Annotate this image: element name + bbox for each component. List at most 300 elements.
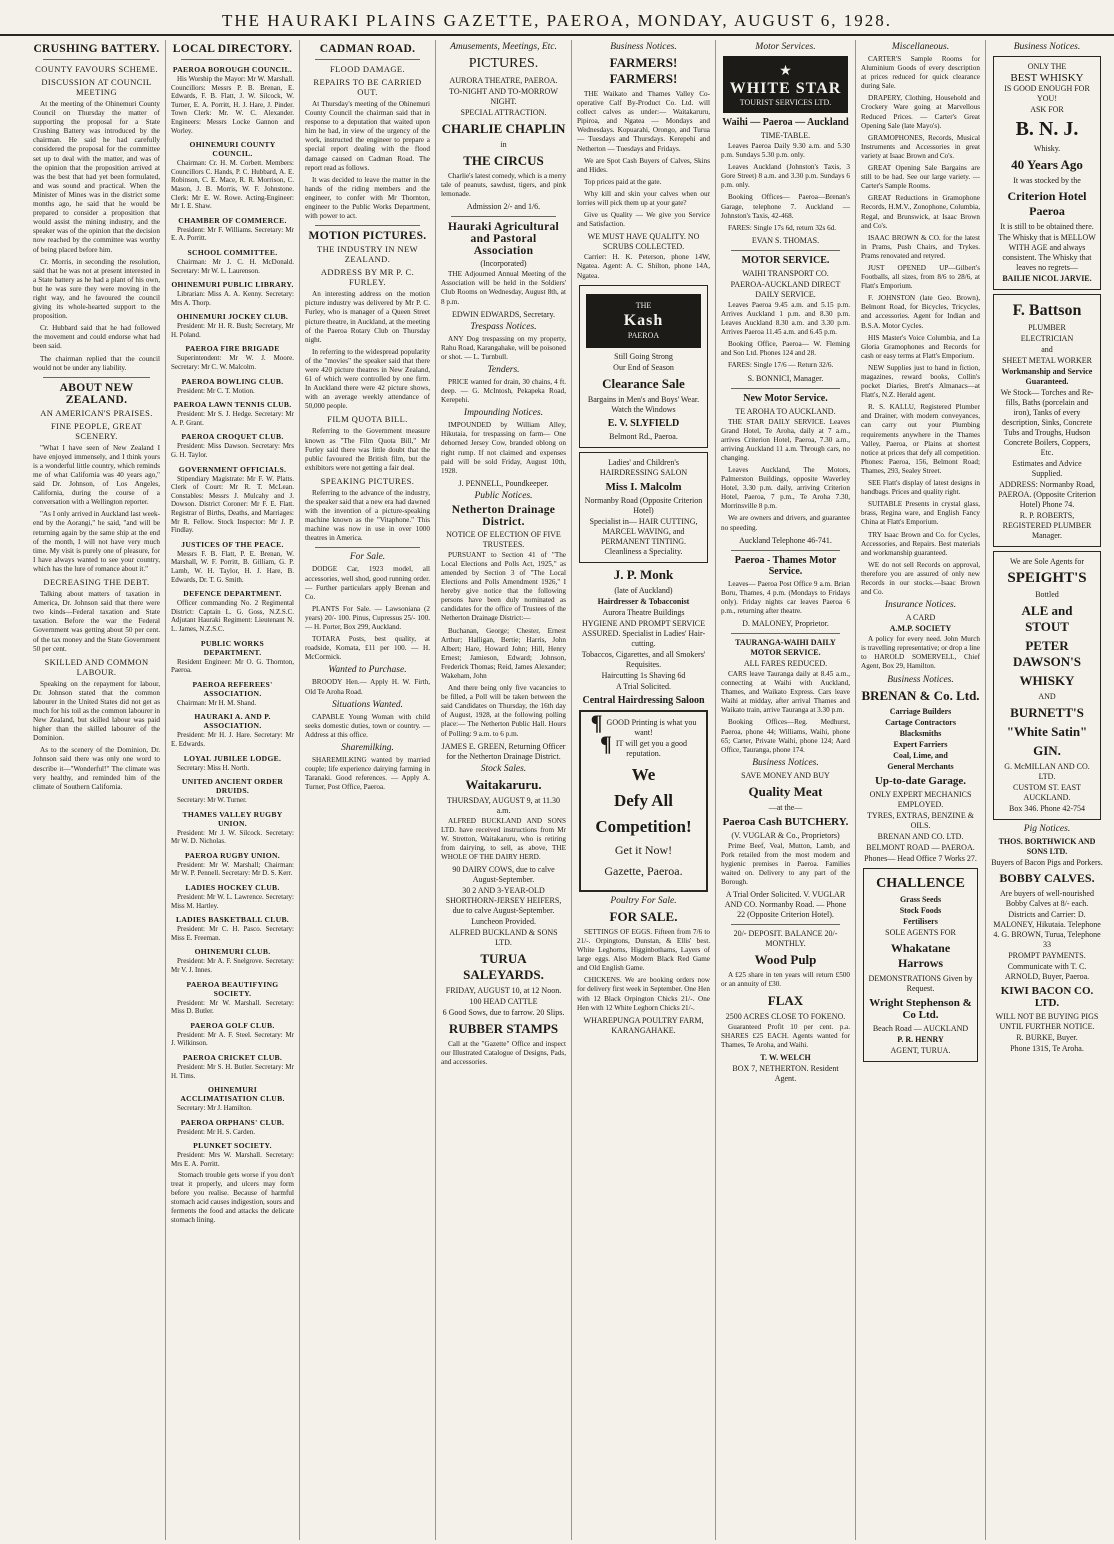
ad-line: Cartage Contractors xyxy=(885,717,956,727)
divider xyxy=(731,633,840,634)
ad-text: GOOD Printing is what you want! xyxy=(606,717,697,737)
column-7 xyxy=(856,40,986,1540)
directory-text: His Worship the Mayor: Mr W. Marshall. Councillors: Messrs P. B. Brenan, E. Edwards, F. B. Flatt, J. W. Silcock, W. Turner, E. A. Porritt, H. J. Hare, J. Pinder. Town Clerk: Mr. W. C. Alexander. Engineers: Messrs Locke Gannon and Worley. xyxy=(171,75,294,135)
ad-line: Get it Now! xyxy=(614,842,673,857)
ad-line: A CARD xyxy=(905,613,936,623)
directory-text: President: Mr W. Marshall; Chairman: Mr W. P. Pennell. Secretary: Mr D. S. Kerr. xyxy=(171,860,294,878)
article-paragraph: Referring to the Government measure known as "The Film Quota Bill," Mr Furley said there was little doubt that the public favoured the British film, but the exhibitors were not getting a fair deal. xyxy=(305,427,430,472)
directory-heading: JUSTICES OF THE PEACE. xyxy=(181,539,284,549)
directory-heading: OHINEMURI CLUB. xyxy=(194,947,271,957)
article-paragraph: Cr. Morris, in seconding the resolution, said that he was not at present interested in a State battery as he had a plant of his own, but he was sure they were moving in the right way, and he favoured the council giving its whole-hearted support to the proposition. xyxy=(33,257,160,321)
ad-line: ADDRESS: Normanby Road, PAEROA. (Opposite Criterion Hotel) Phone 74. xyxy=(998,480,1096,509)
logo-subtext: TOURIST SERVICES LTD. xyxy=(739,98,832,107)
directory-text: President: Mr S. J. Hedge. Secretary: Mr A. P. Grant. xyxy=(171,410,294,427)
ad-title: THE CIRCUS xyxy=(463,153,544,168)
classified-ad: SHAREMILKING wanted by married couple; life experience dairying farming in Taranaki. Good references. — Apply A. Turner, Post Office, Paeroa. xyxy=(305,755,430,792)
ad-line: Communicate with T. C. ARNOLD, Buyer, Paeroa. xyxy=(1004,962,1090,981)
classified-ad: SUITABLE Presents in crystal glass, brass, Regina ware, and English Fancy China at Flatt's Emporium. xyxy=(861,500,980,527)
logo-text: WHITE STAR xyxy=(729,80,842,97)
directory-heading: PAEROA BEAUTIFYING SOCIETY. xyxy=(186,979,279,998)
ad-line: Bottled xyxy=(1035,590,1059,599)
directory-text: Messrs F. B. Flatt, P. E. Brenan, W. Marshall, W. F. Porritt, B. Gilliam, G. P. Lamb, W. H. Taylor, H. J. Hare, B. Edwards, Dr. T. G. Smith. xyxy=(171,549,294,584)
directory-text: Secretary: Mr J. Hamilton. xyxy=(177,1104,252,1113)
ad-title: SPEIGHT'S xyxy=(1007,570,1087,586)
ad-text: Booking Offices—Reg. Medhurst, Paeroa, phone 44; Williams, Waihi, phone 65; Carter, Private Waihi, phone 124; Aard Office, Tauranga, phone 174. xyxy=(721,718,850,754)
article-paragraph: Referring to the advance of the industry, the speaker said that a new era had dawned with the invention of a picture-speaking machine known as the "Vitaphone." This machine was now in use in over 1000 theatres in America. xyxy=(305,488,430,543)
ad-line: 30 2 AND 3-YEAR-OLD SHORTHORN-JERSEY HEIFERS, due to calve August-September. xyxy=(445,886,562,916)
directory-heading: PAEROA LAWN TENNIS CLUB. xyxy=(173,400,292,410)
ad-line: SHEET METAL WORKER xyxy=(1002,356,1092,365)
classified-ad: WE do not sell Records on approval, therefore you are assured of only new Records in our stocks.—Isaac Brown and Co. xyxy=(861,560,980,597)
ad-line: Phones— Head Office 7 Works 27. xyxy=(864,853,977,863)
ad-title: J. P. Monk xyxy=(613,566,674,582)
ad-title: Waitakaruru. xyxy=(465,776,542,792)
ad-title: Paeroa Cash BUTCHERY. xyxy=(722,815,849,828)
article-paragraph: Stomach trouble gets worse if you don't treat it properly, and ulcers may form before you realise. Because of harmful stomach acid causes indigestion, sours and ferments the food and attacks the delicate stomach lining. xyxy=(171,1170,294,1225)
ad-title: FARMERS! FARMERS! xyxy=(609,55,678,86)
divider xyxy=(315,547,420,548)
ad-line: HYGIENE AND PROMPT SERVICE ASSURED. Specialist in Ladies' Hair-cutting. xyxy=(581,618,706,648)
directory-heading: OHINEMURI PUBLIC LIBRARY. xyxy=(171,280,294,290)
directory-heading: LADIES HOCKEY CLUB. xyxy=(185,883,280,893)
classified-ad: R. S. KALLU, Registered Plumber and Drainer, with modern conveyances, can carry out your Plumbing requirements anywhere in the Thames Valley, Paeroa, or Plains at shortest notice at prices that defy all competition. Phones: Paeroa, 156, Belmont Road; Thames, 293, Sealey Street. xyxy=(861,403,980,475)
directory-text: Chairman: Cr. H. M. Corbett. Members: Councillors C. Hands, P. C. Hubbard, A. E. Robinson, C. E. Mace, R. R. Morrison, C. Mason, J. B. Morris, W. F. Johnstone. Clerk: Mr E. W. Rowe. Acting-Engineer: Mr I. E. Shaw. xyxy=(171,159,294,211)
ad-line: Luncheon Provided. xyxy=(471,917,536,927)
ad-line: WILL NOT BE BUYING PIGS UNTIL FURTHER NOTICE. xyxy=(995,1012,1099,1031)
star-icon: ★ xyxy=(779,64,792,79)
directory-text: President: Mr C. H. Pasco. Secretary: Miss E. Freeman. xyxy=(171,925,294,942)
section-label: Trespass Notices. xyxy=(470,321,537,332)
ad-title: PETER DAWSON'S xyxy=(1013,638,1081,669)
ad-title: Clearance Sale xyxy=(602,375,685,391)
ad-title: TURUA SALEYARDS. xyxy=(463,951,544,983)
ad-line: BELMONT ROAD — PAEROA. xyxy=(866,842,975,852)
ad-title: We xyxy=(631,764,656,784)
classified-ad: TRY Isaac Brown and Co. for Cycles, Accessories, and Repairs. Best materials and workmanship guaranteed. xyxy=(861,530,980,557)
ad-line: PROMPT PAYMENTS. xyxy=(1008,951,1086,960)
article-paragraph: "What I have seen of New Zealand I have enjoyed immensely, and I think yours is a wonderful little country, which reminds me of what California was 40 years ago," said Dr. Johnson, of Los Angeles, California, during the course of a conversation with a Wellington reporter. xyxy=(33,443,160,507)
ad-text: Leaves Auckland, The Motors, Palmerston Buildings, opposite Waverley Hotel, 3.30 p.m. daily, arriving Criterion Hotel, Paeroa, 7 p.m., Te Aroha 7.30, Morrinsville 8 p.m. xyxy=(721,465,850,511)
directory-text: President: Mr H. R. Bush; Secretary, Mr H. Poland. xyxy=(171,322,294,339)
directory-heading: THAMES VALLEY RUGBY UNION. xyxy=(182,809,283,828)
classified-ad: HIS Master's Voice Columbia, and La Gloria Gramophones and Records for cash or easy terms at Flatt's Emporium. xyxy=(861,333,980,360)
ad-line xyxy=(586,730,701,759)
ad-title: Miss I. Malcolm xyxy=(605,480,682,493)
article-paragraph: The chairman replied that the council would not be under any liability. xyxy=(33,354,160,372)
gazette-printing-ad xyxy=(579,710,708,892)
directory-heading: PLUNKET SOCIETY. xyxy=(193,1141,272,1151)
ad-title: Central Hairdressing Saloon xyxy=(582,694,705,706)
article-paragraph: An interesting address on the motion picture industry was delivered by Mr P. C. Furley, who is manager of a Queen Street picture theatre, in Auckland, at the meeting of the Paeroa Rotary Club on Thursday night. xyxy=(305,290,430,344)
ad-title: Waihi — Paeroa — Auckland xyxy=(722,117,849,128)
ad-heading: Netherton Drainage District. xyxy=(451,503,556,528)
headline-motion-pictures: MOTION PICTURES. xyxy=(308,230,427,243)
ad-line: 100 HEAD CATTLE xyxy=(469,997,538,1007)
divider xyxy=(315,225,420,226)
ad-line: TAURANGA-WAIHI DAILY MOTOR SERVICE. xyxy=(735,638,836,657)
column-8 xyxy=(986,40,1108,1540)
ad-line: 6 Good Sows, due to farrow. 20 Slips. xyxy=(442,1008,565,1018)
ad-line: R. BURKE, Buyer. xyxy=(1016,1033,1078,1042)
divider xyxy=(43,59,150,60)
ad-line: SPECIAL ATTRACTION. xyxy=(460,108,547,117)
directory-heading: GOVERNMENT OFFICIALS. xyxy=(178,464,287,474)
directory-text: Chairman: Mr J. C. H. McDonald. Secretary: Mr W. L. Laurenson. xyxy=(171,257,294,275)
directory-heading: HAURAKI A. AND P. ASSOCIATION. xyxy=(194,712,271,731)
ad-line: EVAN S. THOMAS. xyxy=(751,235,820,245)
divider xyxy=(315,59,420,60)
ad-line: Expert Farriers xyxy=(893,739,948,749)
directory-text: President: Mr W. Marshall. Secretary: Miss D. Butler. xyxy=(171,998,294,1016)
section-label: Wanted to Purchase. xyxy=(328,665,407,676)
ad-title: 40 Years Ago xyxy=(1011,157,1083,172)
ad-line: R. P. ROBERTS, REGISTERED PLUMBER Manager. xyxy=(1002,511,1092,540)
ad-line: WHAREPUNGA POULTRY FARM, KARANGAHAKE. xyxy=(583,1015,704,1035)
section-label: Motor Services. xyxy=(755,42,816,52)
ad-title: "White Satin" xyxy=(1006,724,1088,739)
ad-title: B. N. J. xyxy=(1015,118,1079,140)
ad-line: (late of Auckland) xyxy=(614,585,673,595)
directory-heading: PAEROA CROQUET CLUB. xyxy=(181,432,284,442)
directory-text: President: Mr W. L. Lawrence. Secretary: Miss M. Hartley. xyxy=(171,893,294,910)
article-paragraph: At Thursday's meeting of the Ohinemuri County Council the chairman said that in response to a deputation that waited upon him he had, in view of the urgency of the work, instructed the engineer to prepare a special report dealing with the flood damage caused on Cadman Road. The report read as follows. xyxy=(305,100,430,172)
directory-heading: LOYAL JUBILEE LODGE. xyxy=(183,753,282,763)
ad-line: Estimates and Advice Supplied. xyxy=(1012,459,1082,478)
directory-heading: UNITED ANCIENT ORDER DRUIDS. xyxy=(181,777,284,796)
ad-text: Guaranteed Profit 10 per cent. p.a. SHARES £25 EACH. Agents wanted for Thames, Te Aroha, and Waihi. xyxy=(721,1022,850,1049)
classified-ad: TOTARA Posts, best quality, at roadside, Komata, £11 per 100. — H. McCormick. xyxy=(305,635,430,662)
section-label: Public Notices. xyxy=(474,490,533,501)
ad-line: S. BONNICI, Manager. xyxy=(747,373,824,383)
notice-text: Buchanan, George; Chester, Ernest Arthur; Halligan, Bertie; Harris, John Albert; Hare, Howard John; Hill, Henry Ernest; Jamieson, Edward; Johnson, Frederick Thomas; Reid, James Alexander; Wakeham, John xyxy=(441,626,566,680)
ad-line: Buyers of Bacon Pigs and Porkers. xyxy=(991,858,1103,867)
subhead: AN AMERICAN'S PRAISES. xyxy=(40,407,153,418)
directory-heading: PAEROA RUGBY UNION. xyxy=(185,850,280,860)
ad-line: Stock Foods xyxy=(899,905,942,915)
ad-line: The Whisky that is MELLOW WITH AGE and always consistent. The Whisky that leaves no regrets— xyxy=(998,233,1096,272)
ad-title: Paeroa - Thames Motor Service. xyxy=(734,554,837,577)
ad-line: Grass Seeds xyxy=(899,894,942,904)
ad-line: PAEROA-AUCKLAND DIRECT DAILY SERVICE. xyxy=(730,279,841,299)
ad-line: A Trial Order Solicited. V. VUGLAR AND CO. Normanby Road. — Phone 22 (Opposite Criterion Hotel). xyxy=(724,890,847,920)
ad-title: FLAX xyxy=(767,992,804,1008)
masthead xyxy=(0,0,1114,36)
ad-line: THURSDAY, AUGUST 9, at 11.30 a.m. xyxy=(446,795,561,815)
ad-line: 20/- DEPOSIT. BALANCE 20/- MONTHLY. xyxy=(733,929,838,949)
ad-title: New Motor Service. xyxy=(743,392,828,404)
classified-ad: CARTER'S Sample Rooms for Aluminium Goods of every description at prices reduced for quick clearance during Sale. xyxy=(861,55,980,91)
ad-line: P. R. HENRY xyxy=(897,1034,944,1044)
ad-line: Normanby Road (Opposite Criterion Hotel) xyxy=(584,495,703,515)
section-label: Tenders. xyxy=(487,364,520,375)
directory-heading: OHINEMURI ACCLIMATISATION CLUB. xyxy=(180,1085,285,1104)
ad-line: WAIHI TRANSPORT CO. xyxy=(742,268,829,278)
ad-text: THE Waikato and Thames Valley Co-operative Calf By-Product Co. Ltd. will collect calves as under:— Waitakaruru, Pipiroa, and Ngatea — Mondays and Wednesdays. Kopuarahi, Orongo, and Turua — Tuesdays and Thursdays. Kerepehi and Netherton — Tuesdays and Fridays. xyxy=(577,90,710,153)
divider xyxy=(731,388,840,389)
article-paragraph: At the meeting of the Ohinemuri County Council on Thursday the matter of supporting the proposal for a State Crushing Battery was introduced by the chairman. He said he had carefully considered the proposal for the committee set up to deal with the matter, and was of the opinion that the proposition arrived at was the best that had yet been formulated, and was sound and practical. When the Minister of Mines was in the district some months ago, he said that he would be prepared to consider a proposition that would assist the mining industry, and the speaker was of the opinion that the decision now reached by the committee was worthy of being placed before him. xyxy=(33,100,160,254)
ad-line: ONLY EXPERT MECHANICS EMPLOYED. xyxy=(869,789,972,809)
ad-line: Box 346. Phone 42-754 xyxy=(1009,804,1085,813)
classified-ad: SEE Flatt's display of latest designs in handbags. Prices and quality right. xyxy=(861,479,980,497)
ad-title: BRENAN & Co. Ltd. xyxy=(861,687,980,703)
classified-ad: GREAT Opening Sale Bargains are still to be had. See our large variety. — Carter's Sample Rooms. xyxy=(861,164,980,191)
ad-title: RUBBER STAMPS xyxy=(448,1021,559,1037)
ad-line: Workmanship and Service Guaranteed. xyxy=(1001,367,1093,386)
headline-cadman-road: CADMAN ROAD. xyxy=(319,43,416,55)
directory-heading: LADIES BASKETBALL CLUB. xyxy=(175,915,290,925)
ad-line: and xyxy=(1041,345,1053,354)
ad-line: G. McMILLAN AND CO. LTD. xyxy=(1004,762,1090,781)
directory-text: President: Mr H. S. Carden. xyxy=(177,1127,255,1136)
directory-text: Secretary: Mr W. Turner. xyxy=(177,796,247,805)
section-label: Business Notices. xyxy=(887,674,954,685)
ad-line: Hairdresser & Tobacconist xyxy=(597,596,690,606)
ad-line: ASK FOR xyxy=(1030,105,1064,114)
column-6 xyxy=(716,40,856,1540)
ad-title: Whakatane Harrows xyxy=(890,940,951,970)
directory-text: Chairman: Mr H. M. Shand. xyxy=(177,698,257,707)
directory-heading: PAEROA BOROUGH COUNCIL. xyxy=(172,65,293,74)
ad-line: Coal, Lime, and xyxy=(893,750,948,760)
classified-ad: DODGE Car, 1923 model, all accessories, well shod, good running order. — Further particulars apply Brenan and Co. xyxy=(305,565,430,601)
ad-title: BOBBY CALVES. xyxy=(999,871,1095,885)
ad-line: BAILIE NICOL JARVIE. xyxy=(1002,274,1092,283)
ad-title: Criterion Hotel Paeroa xyxy=(1007,189,1087,218)
ad-title: F. Battson xyxy=(1012,302,1082,319)
column-1 xyxy=(28,40,166,1540)
directory-heading: CHAMBER OF COMMERCE. xyxy=(178,215,287,225)
subhead: REPAIRS TO BE CARRIED OUT. xyxy=(313,77,422,97)
directory-heading: PAEROA CRICKET CLUB. xyxy=(182,1053,283,1062)
divider xyxy=(181,59,284,60)
ad-line: 90 DAIRY COWS, due to calve August-September. xyxy=(452,865,555,885)
ad-line: Blacksmiths xyxy=(899,728,942,738)
speights-ad xyxy=(993,551,1101,820)
ad-line: PLUMBER xyxy=(1028,323,1066,332)
ad-heading: Hauraki Agricultural and Pastoral Association xyxy=(447,221,560,258)
ad-text: CARS leave Tauranga daily at 8.45 a.m., connecting at Waihi with Auckland, Thames, and Waikato Express. Cars leave Waihi at midday, after arrival Thames and Waikato train, arrive Tauranga at 3.30 p.m. xyxy=(721,670,850,715)
ad-text: THE STAR DAILY SERVICE. Leaves Grand Hotel, Te Aroha, daily at 7 a.m., arrives Criterion Hotel, Paeroa, 7.30 a.m., arriving Auckland 11 a.m. Through cars, no changing. xyxy=(721,417,850,462)
ad-line: ELECTRICIAN xyxy=(1020,334,1074,343)
article-paragraph: It was decided to leave the matter in the hands of the riding members and the engineer, to confer with Mr Thornton, engineer to the Public Works Department, with power to act. xyxy=(305,175,430,221)
directory-text: President: Mr H. J. Hare. Secretary: Mr E. Edwards. xyxy=(171,731,294,748)
ad-line: (V. VUGLAR & Co., Proprietors) xyxy=(731,830,840,840)
ad-heading: PICTURES. xyxy=(468,56,539,71)
ad-line: D. MALONEY, Proprietor. xyxy=(742,619,829,628)
ad-title: Wright Stephenson & Co Ltd. xyxy=(869,996,972,1021)
ad-text: Give us Quality — We give you Service and Satisfaction. xyxy=(577,211,710,229)
ad-text: A policy for every need. John Murch is travelling representative; or drop a line to HAROLD SOMERVELL, Chief Agent, Box 29, Hamilton. xyxy=(861,635,980,671)
ad-title: WHISKY xyxy=(1019,673,1075,688)
ad-title: CHARLIE CHAPLIN xyxy=(441,121,566,136)
subhead: FLOOD DAMAGE. xyxy=(329,64,406,74)
classified-ad: ISAAC BROWN & CO. for the latest in Prams, Push Chairs, and Trykes. Prams renovated and retyred. xyxy=(861,233,980,260)
section-label: Business Notices. xyxy=(1013,42,1081,52)
subhead: ADDRESS BY MR P. C. FURLEY. xyxy=(320,267,415,288)
whisky-ad xyxy=(993,56,1101,290)
ad-text: Leaves— Paeroa Post Office 9 a.m. Brian Boru, Thames, 4 p.m. (Mondays to Fridays only). Friday nights car leaves Paeroa 6 p.m., returning after theatre. xyxy=(721,579,850,615)
ad-line: Belmont Rd., Paeroa. xyxy=(609,431,678,441)
directory-heading: PAEROA ORPHANS' CLUB. xyxy=(180,1117,285,1127)
ad-line: TE AROHA TO AUCKLAND. xyxy=(735,406,836,416)
ad-line: IS GOOD ENOUGH FOR YOU! xyxy=(1004,84,1090,103)
ad-line: Districts and Carrier: D. MALONEY, Hikutaia. Telephone 4. G. BROWN, Turua, Telephone 33 xyxy=(993,910,1101,949)
ad-line: Are buyers of well-nourished Bobby Calves at 8/- each. xyxy=(1000,889,1094,908)
ad-line: FRIDAY, AUGUST 10, at 12 Noon. xyxy=(445,986,562,996)
ad-line: THE xyxy=(635,300,652,310)
article-paragraph: Speaking on the repayment for labour, Dr. Johnson stated that the common labourer in the United States did not get as much for his toil as the common labourer in New Zealand, but skilled labour was paid higher than the skilled labourer of the Dominion. xyxy=(33,679,160,743)
ad-text: Why kill and skin your calves when our lorries will pick them up at your gate? xyxy=(577,189,710,208)
directory-text: Superintendent: Mr W. J. Moore. Secretary: Mr C. W. Malcolm. xyxy=(171,354,294,372)
ad-text: IT will get you a good reputation. xyxy=(615,738,688,758)
ad-line: We are Sole Agents for xyxy=(1010,557,1084,566)
classified-ad: CAPABLE Young Woman with child seeks domestic duties, town or country. — Address at this office. xyxy=(305,712,430,739)
ad-line: Bargains in Men's and Boys' Wear. Watch the Windows xyxy=(587,394,700,414)
challence-ad xyxy=(863,868,978,1062)
ad-text: Top prices paid at the gate. xyxy=(584,177,662,186)
headline-local-directory: LOCAL DIRECTORY. xyxy=(172,43,293,55)
classified-ad: BROODY Hen.— Apply H. W. Firth, Old Te Aroha Road. xyxy=(305,678,430,696)
divider xyxy=(451,216,556,217)
ad-line: BRENAN AND CO. LTD. xyxy=(877,831,964,841)
article-paragraph: In referring to the widespread popularity of the "movies" the speaker said that there were 420 picture theatres in New Zealand, 61 of which were controlled by one firm. In Auckland there were 42 picture shows, with an average weekly attendance of 50,000 people. xyxy=(305,347,430,411)
directory-heading: PAEROA GOLF CLUB. xyxy=(190,1020,275,1030)
classified-ad: F. JOHNSTON (late Geo. Brown), Belmont Road, for Bicycles, Tricycles, and accessories. Agent for Indian and B.S.A. Motor Cycles. xyxy=(861,294,980,330)
section-label: Amusements, Meetings, Etc. xyxy=(450,42,557,52)
ad-line: Carriage Builders xyxy=(889,706,952,716)
ad-title: BURNETT'S xyxy=(1010,705,1084,720)
divider xyxy=(731,550,840,551)
ad-title: MOTOR SERVICE. xyxy=(741,254,830,266)
section-label: Business Notices. xyxy=(610,42,677,52)
ad-text: A £25 share in ten years will return £500 or an annuity of £30. xyxy=(721,971,850,989)
directory-heading: PAEROA BOWLING CLUB. xyxy=(181,376,284,386)
ad-text: We are owners and drivers, and guarantee no speeding. xyxy=(721,514,850,532)
miscellaneous-ads xyxy=(861,55,980,597)
subhead: SKILLED AND COMMON LABOUR. xyxy=(44,656,149,677)
classified-ad: PLANTS For Sale. — Lawsoniana (2 years) 20/- 100. Pinus, Cupressus 25/- 100. — H. Porter, Box 299, Auckland. xyxy=(305,604,430,632)
ad-line: —at the— xyxy=(768,802,803,812)
subhead: FILM QUOTA BILL. xyxy=(327,414,408,425)
divider xyxy=(731,250,840,251)
ad-text: SETTINGS OF EGGS. Fifteen from 7/6 to 21/-. Orpingtons, Dunstan, & Ellis' best. White Leghorns, Higginbothams, Layers of large eggs. Also Modern Black Red Game and Old English Game. xyxy=(577,927,710,973)
battson-plumber-ad xyxy=(993,294,1101,547)
column-4 xyxy=(436,40,572,1540)
classified-ad: NEW Supplies just to hand in fiction, magazines, reward books, Collin's pocket Diaries, Brett's Almanacs—at Flatt's, N.Z. Herald agent. xyxy=(861,363,980,400)
directory-text: Officer commanding No. 2 Regimental District: Captain L. G. Goss, N.Z.S.C. Adjutant Hauraki Regiment: Lieutenant N. L. James, N.Z.S.C. xyxy=(171,599,294,633)
ad-title: Wood Pulp xyxy=(754,952,817,968)
directory-heading: PUBLIC WORKS DEPARTMENT. xyxy=(200,638,265,657)
headline-crushing-battery: CRUSHING BATTERY. xyxy=(33,43,160,55)
ad-line: Phone 131S, Te Aroha. xyxy=(1010,1044,1084,1053)
newspaper-title: THE HAURAKI PLAINS GAZETTE, PAEROA, MONDAY, AUGUST 6, 1928. xyxy=(221,11,893,30)
ad-line: Beach Road — AUCKLAND xyxy=(872,1023,969,1033)
directory-text: Librarian: Miss A. A. Kenny. Secretary: Mrs A. Thorp. xyxy=(171,290,294,307)
ad-line: EDWIN EDWARDS, Secretary. xyxy=(451,309,555,319)
notice-text: And there being only five vacancies to be filled, a Poll will be taken between the said Candidates on Thursday, the 16th day of August, 1928, at the following polling place:— The Netherton Public Hall. Hours of Polling: 9 a.m. to 6 p.m. xyxy=(441,684,566,738)
directory-text: President: Mr A. F. Steel. Secretary: Mr J. Wilkinson. xyxy=(171,1030,294,1048)
ad-text: Leaves Paeroa 9.45 a.m. and 5.15 p.m. Arrives Auckland 1 p.m. and 8.30 p.m. Leaves Auckland 8.30 a.m. and 3.30 p.m. Arrives Paeroa 11.45 a.m. and 6.45 p.m. xyxy=(721,300,850,337)
section-label: Situations Wanted. xyxy=(332,699,403,710)
section-label: For Sale. xyxy=(349,552,386,563)
ad-line: BEST WHISKY xyxy=(1010,72,1084,84)
ad-text: THE Adjourned Annual Meeting of the Association will be held in the Soldiers' Club Rooms on Wednesday, August 8th, at 8 p.m. xyxy=(441,270,566,306)
ad-line: T. W. WELCH xyxy=(760,1052,811,1062)
ad-title: ALE and STOUT xyxy=(1021,603,1073,634)
subhead: DISCUSSION AT COUNCIL MEETING xyxy=(41,77,152,97)
ad-text: FARES: Single 17/6 — Return 32/6. xyxy=(728,361,834,370)
classified-ad: PRICE wanted for drain, 30 chains, 4 ft. deep. — G. McIntosh, Pekapeka Road, Kerepehi. xyxy=(441,377,566,405)
section-label: Business Notices. xyxy=(752,757,819,768)
ad-line: NOTICE OF ELECTION OF FIVE TRUSTEES. xyxy=(446,529,561,549)
subhead: FINE PEOPLE, GREAT SCENERY. xyxy=(50,420,143,441)
article-paragraph: As to the scenery of the Dominion, Dr. Johnson said there was only one word to describe it—"Wonderful!" The climate was very healthy, and reminded him of the climate of Southern California. xyxy=(33,746,160,791)
ad-line: CUSTOM ST. EAST AUCKLAND. xyxy=(1013,783,1081,802)
kash-banner xyxy=(586,294,701,348)
ad-text: ALFRED BUCKLAND AND SONS LTD. have received instructions from Mr W. Stretton, Waitakaruru, who is retiring from dairying, to sell, as above, THE WHOLE OF THE DAIRY HERD. xyxy=(441,816,566,862)
section-label: Miscellaneous. xyxy=(891,42,950,52)
ad-line: 2500 ACRES CLOSE TO FOKENO. xyxy=(725,1011,846,1021)
ad-line: WE MUST HAVE QUALITY. NO SCRUBS COLLECTED. xyxy=(587,232,700,252)
ad-line: General Merchants xyxy=(887,761,954,771)
ad-title: Up-to-date Garage. xyxy=(874,774,967,787)
ad-title: Quality Meat xyxy=(748,783,823,799)
ad-text: Call at the "Gazette" Office and inspect our Illustrated Catalogue of Designs, Pads, and accessories. xyxy=(441,1040,566,1067)
ad-line: Our End of Season xyxy=(613,362,674,372)
ad-line: in xyxy=(500,140,507,149)
directory-text: Resident Engineer: Mr O. G. Thornton, Paeroa. xyxy=(171,657,294,675)
ad-line: THOS. BORTHWICK AND SONS LTD. xyxy=(998,837,1096,856)
divider xyxy=(731,924,840,925)
section-label: Insurance Notices. xyxy=(884,600,957,611)
ad-text: Booking Office, Paeroa— W. Fleming and Son Ltd. Phones 124 and 28. xyxy=(721,340,850,358)
ad-title: Competition! xyxy=(595,816,692,836)
ad-title: E. V. SLYFIELD xyxy=(607,417,680,429)
ad-line: JAMES E. GREEN, Returning Officer for the Netherton Drainage District. xyxy=(441,741,566,761)
directory-list xyxy=(171,65,294,1169)
ad-line: (Incorporated) xyxy=(480,259,527,269)
directory-text: President: Mr C. T. Motion. xyxy=(177,386,255,395)
classified-ad: DRAPERY, Clothing, Household and Crockery Ware going at Marvellous Reduced Prices. — Carter's Great Opening Sale (late Mayo's). xyxy=(861,94,980,130)
directory-heading: OHINEMURI COUNTY COUNCIL. xyxy=(189,140,276,159)
ad-text: Prime Beef, Veal, Mutton, Lamb, and Pork retailed from the most modern and hygienic premises in Paeroa. Families waited on. Delivery to any part of the Borough. xyxy=(721,841,850,887)
directory-heading: PAEROA FIRE BRIGADE xyxy=(185,344,280,354)
headline-about-new-zealand: ABOUT NEW ZEALAND. xyxy=(59,381,134,406)
classified-ad: JUST OPENED UP—Gilbert's Footballs, all sizes, from 8/6 to 28/6, at Flatt's Emporium. xyxy=(861,263,980,291)
ad-line: Fertilisers xyxy=(903,916,938,926)
ad-line: We Stock— Torches and Re-fills, Baths (porcelain and iron), Tanks of every description, Sinks, Concrete Tubs and Troughs, Hudson Concrete Boilers, Coppers, Etc. xyxy=(1000,388,1094,457)
ad-line: It is still to be obtained there. xyxy=(1000,222,1094,231)
ad-title: GIN. xyxy=(1033,743,1061,758)
ad-line: TYRES, EXTRAS, BENZINE & OILS. xyxy=(867,810,974,830)
ad-title: KIWI BACON CO. LTD. xyxy=(1000,985,1094,1009)
ad-line: ONLY THE xyxy=(1027,62,1067,71)
hairdressing-salon-ad xyxy=(579,452,708,563)
article-paragraph: Cr. Hubbard said that he had followed the movement and could endorse what had been said. xyxy=(33,324,160,351)
ad-line: ALL FARES REDUCED. xyxy=(743,659,828,668)
ad-line: It was stocked by the xyxy=(1013,176,1081,185)
section-label: Stock Sales. xyxy=(480,763,527,774)
classified-ad: ANY Dog trespassing on my property, Rahu Road, Karangahake, will be poisoned or shot. — L. Turnbull. xyxy=(441,334,566,361)
subhead: DECREASING THE DEBT. xyxy=(43,577,150,588)
ad-line: TIME-TABLE. xyxy=(760,131,811,140)
ad-text: Leaves Auckland (Johnston's Taxis, 3 Gore Street) 8 a.m. and 3.30 p.m. Sundays 6 p.m. only. xyxy=(721,163,850,190)
section-label: Pig Notices. xyxy=(1023,824,1071,834)
ad-line: A Trial Solicited. xyxy=(616,681,671,691)
section-label: Poultry For Sale. xyxy=(610,895,677,906)
white-star-logo xyxy=(723,56,848,113)
directory-text: President: Miss Dawson. Secretary: Mrs G. H. Taylor. xyxy=(171,442,294,460)
